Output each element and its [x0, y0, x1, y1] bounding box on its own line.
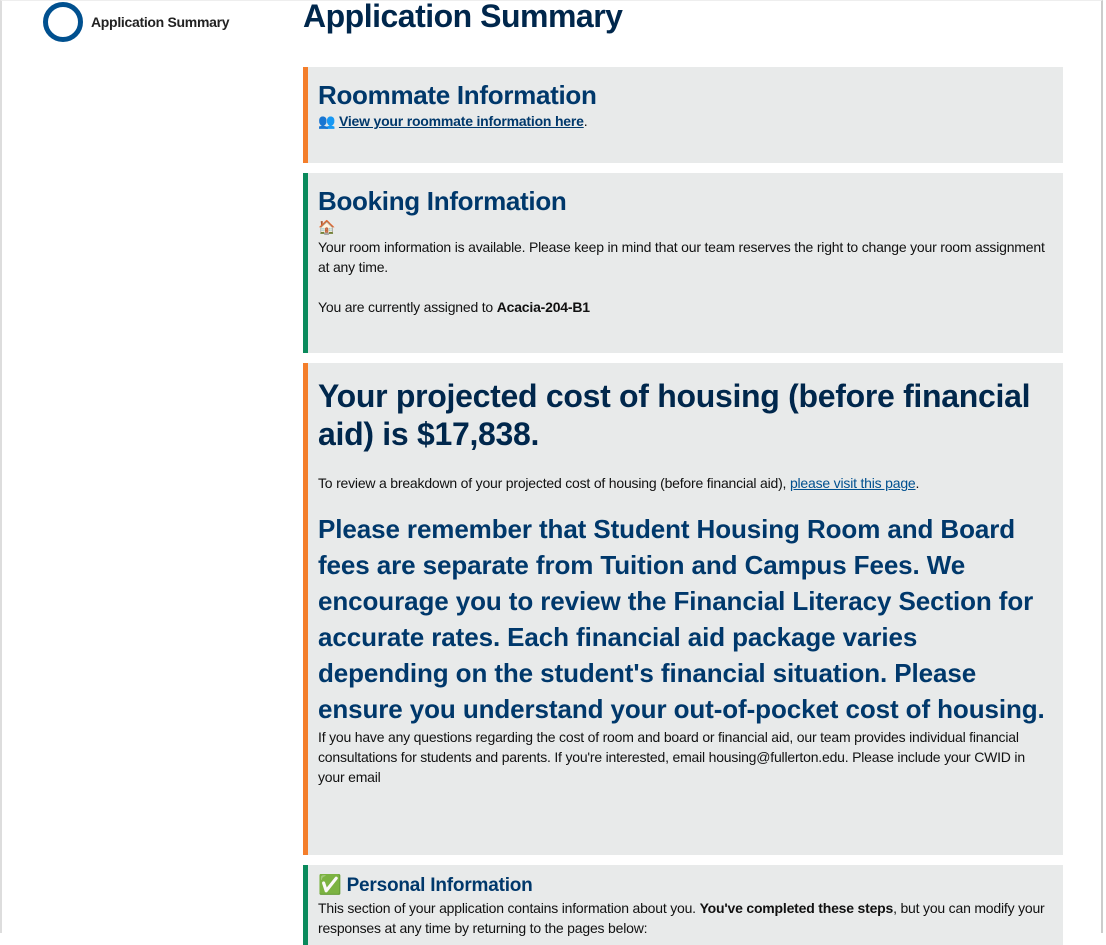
- personal-prefix: This section of your application contains information about you.: [318, 900, 700, 916]
- roommates-icon: 👥: [318, 113, 336, 129]
- roommate-heading: Roommate Information: [318, 80, 597, 110]
- link-suffix: .: [583, 113, 588, 129]
- assignment-text: [318, 297, 1053, 317]
- roommate-panel: [303, 67, 1063, 163]
- personal-title: Personal Information: [346, 875, 533, 896]
- personal-suffix: , but you can modify your responses at any time by returning to the pages below:: [318, 900, 1045, 936]
- personal-text: [318, 898, 1053, 938]
- assigned-prefix: You are currently assigned to: [318, 299, 497, 315]
- visit-page-link[interactable]: please visit this page: [789, 475, 916, 491]
- booking-text: Your room information is available. Please keep in mind that our team reserves the right to change your room assignment at any time.: [318, 239, 1045, 275]
- booking-panel: [303, 173, 1063, 353]
- step-circle-icon: [43, 2, 83, 42]
- personal-panel: [303, 865, 1063, 945]
- review-text: [318, 473, 1053, 493]
- view-roommate-link[interactable]: View your roommate information here: [338, 113, 584, 129]
- projected-cost-heading: Your projected cost of housing (before financial aid) is $17,838.: [318, 378, 1031, 452]
- check-icon: ✅: [318, 875, 342, 896]
- sidebar-item-label: Application Summary: [91, 14, 230, 30]
- personal-bold: You've completed these steps: [699, 900, 894, 916]
- fees-notice: Please remember that Student Housing Room and Board fees are separate from Tuition and Campus Fees. We encourage you to review the Financial Literacy Section for accurate rates. Each financial aid package varies depending on the student's financial situation. Please ensure you understand your out-of-pocket cost of housing.: [318, 514, 1045, 724]
- review-prefix: To review a breakdown of your projected cost of housing (before financial aid),: [318, 475, 790, 491]
- personal-heading: [318, 874, 1053, 898]
- questions-text: If you have any questions regarding the cost of room and board or financial aid, our team provides individual financial consultations for students and parents. If you're interested, email housing@fullerton.edu. Please include your CWID in your email: [318, 729, 1025, 785]
- review-suffix: .: [915, 475, 920, 491]
- page-title: Application Summary: [303, 0, 623, 34]
- sidebar-item-application-summary[interactable]: [43, 2, 229, 42]
- room-assignment: Acacia-204-B1: [496, 299, 590, 315]
- cost-panel: [303, 363, 1063, 855]
- house-icon: 🏠: [318, 219, 336, 235]
- booking-heading: Booking Information: [318, 186, 567, 216]
